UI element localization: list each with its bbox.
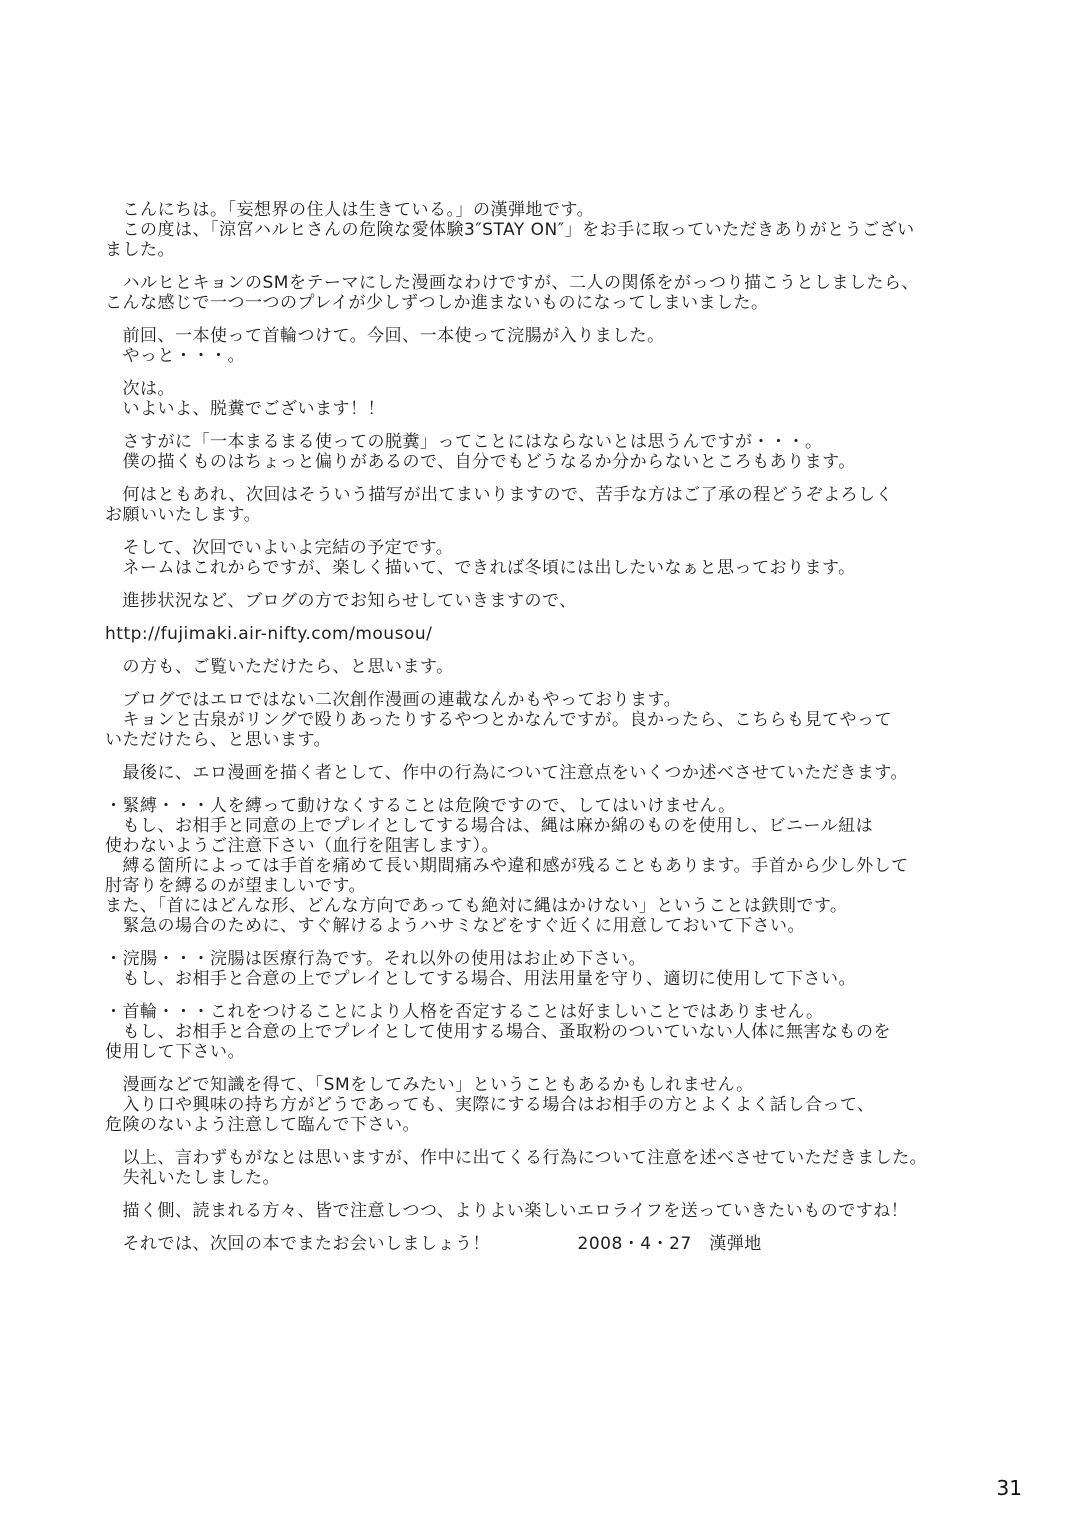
paragraph <box>105 485 985 525</box>
text-line: 進捗状況など、ブログの方でお知らせしていきますので、 <box>105 591 577 611</box>
paragraph <box>105 591 985 611</box>
text-line: キョンと古泉がリングで殴りあったりするやつとかなんですが。良かったら、こちらも見てやって <box>105 710 892 730</box>
text-line: の方も、ご覧いただけたら、と思います。 <box>105 657 454 677</box>
text-line: 入り口や興味の持ち方がどうであっても、実際にする場合はお相手の方とよくよく話し合って、 <box>105 1095 875 1115</box>
text-line: ・首輪・・・これをつけることにより人格を否定することは好ましいことではありません。 <box>105 1002 824 1022</box>
text-line: 緊急の場合のために、すぐ解けるようハサミなどをすぐ近くに用意しておいて下さい。 <box>105 916 805 936</box>
text-line: 僕の描くものはちょっと偏りがあるので、自分でもどうなるか分からないところもあります。 <box>105 452 856 472</box>
paragraph <box>105 1234 985 1254</box>
text-line: http://fujimaki.air-nifty.com/mousou/ <box>105 624 433 644</box>
paragraph <box>105 1148 985 1188</box>
paragraph <box>105 949 985 989</box>
text-line: 肘寄りを縛るのが望ましいです。 <box>105 876 367 896</box>
text-line: さすがに「一本まるまる使っての脱糞」ってことにはならないとは思うんですが・・・。 <box>105 432 823 452</box>
paragraph <box>105 200 985 260</box>
text-line: 失礼いたしました。 <box>105 1168 280 1188</box>
paragraph <box>105 763 985 783</box>
text-line: お願いいたします。 <box>105 505 262 525</box>
paragraph <box>105 657 985 677</box>
text-line: ました。 <box>105 240 175 260</box>
text-line: 危険のないよう注意して臨んで下さい。 <box>105 1115 420 1135</box>
paragraph <box>105 1075 985 1135</box>
paragraph <box>105 432 985 472</box>
paragraph <box>105 1002 985 1062</box>
paragraph <box>105 1201 985 1221</box>
text-line: こんにちは。「妄想界の住人は生きている。」の漢弾地です。 <box>105 200 595 220</box>
paragraph <box>105 690 985 750</box>
paragraph <box>105 624 985 644</box>
text-line: また、「首にはどんな形、どんな方向であっても絶対に縄はかけない」ということは鉄則です。 <box>105 896 848 916</box>
text-line: もし、お相手と合意の上でプレイとしてする場合、用法用量を守り、適切に使用して下さい。 <box>105 969 856 989</box>
text-line: ハルヒとキョンのSMをテーマにした漫画なわけですが、二人の関係をがっつり描こうとしましたら、 <box>105 273 919 293</box>
text-line: いただけたら、と思います。 <box>105 730 332 750</box>
text-line: 次は。 <box>105 379 175 399</box>
text-line: 以上、言わずもがなとは思いますが、作中に出てくる行為について注意を述べさせていただきました。 <box>105 1148 928 1168</box>
text-line: もし、お相手と同意の上でプレイとしてする場合は、縄は麻か綿のものを使用し、ビニール紐は <box>105 816 874 836</box>
paragraph <box>105 379 985 419</box>
text-line: ブログではエロではない二次創作漫画の連載なんかもやっております。 <box>105 690 682 710</box>
text-line: 使用して下さい。 <box>105 1042 245 1062</box>
text-line: 縛る箇所によっては手首を痛めて長い期間痛みや違和感が残ることもあります。手首から少し外して <box>105 856 909 876</box>
text-line: 最後に、エロ漫画を描く者として、作中の行為について注意点をいくつか述べさせていただきます。 <box>105 763 908 783</box>
text-line: やっと・・・。 <box>105 346 245 366</box>
paragraph <box>105 273 985 313</box>
text-line: 前回、一本使って首輪つけて。今回、一本使って浣腸が入りました。 <box>105 326 665 346</box>
text-line: ・浣腸・・・浣腸は医療行為です。それ以外の使用はお止め下さい。 <box>105 949 647 969</box>
text-line: 描く側、読まれる方々、皆で注意しつつ、よりよい楽しいエロライフを送っていきたいものですね！ <box>105 1201 909 1221</box>
text-line: それでは、次回の本でまたお会いしましょう！ 2008・4・27 漢弾地 <box>105 1234 762 1254</box>
paragraph <box>105 796 985 936</box>
text-line: こんな感じで一つ一つのプレイが少しずつしか進まないものになってしまいました。 <box>105 293 769 313</box>
text-line: 使わないようご注意下さい（血行を阻害します）。 <box>105 836 499 856</box>
document-content <box>105 200 985 1267</box>
paragraph <box>105 538 985 578</box>
page-number: 31 <box>996 1476 1022 1500</box>
text-line: この度は、「涼宮ハルヒさんの危険な愛体験3″STAY ON″」をお手に取っていただきありがとうござい <box>105 220 915 240</box>
text-line: もし、お相手と合意の上でプレイとして使用する場合、蚤取粉のついていない人体に無害なものを <box>105 1022 891 1042</box>
text-line: 漫画などで知識を得て、「SMをしてみたい」ということもあるかもしれません。 <box>105 1075 754 1095</box>
text-line: 何はともあれ、次回はそういう描写が出てまいりますので、苦手な方はご了承の程どうぞよろしく <box>105 485 894 505</box>
text-line: そして、次回でいよいよ完結の予定です。 <box>105 538 454 558</box>
text-line: ・緊縛・・・人を縛って動けなくすることは危険ですので、してはいけません。 <box>105 796 736 816</box>
text-line: ネームはこれからですが、楽しく描いて、できれば冬頃には出したいなぁと思っております。 <box>105 558 856 578</box>
paragraph <box>105 326 985 366</box>
text-line: いよいよ、脱糞でございます！！ <box>105 399 385 419</box>
